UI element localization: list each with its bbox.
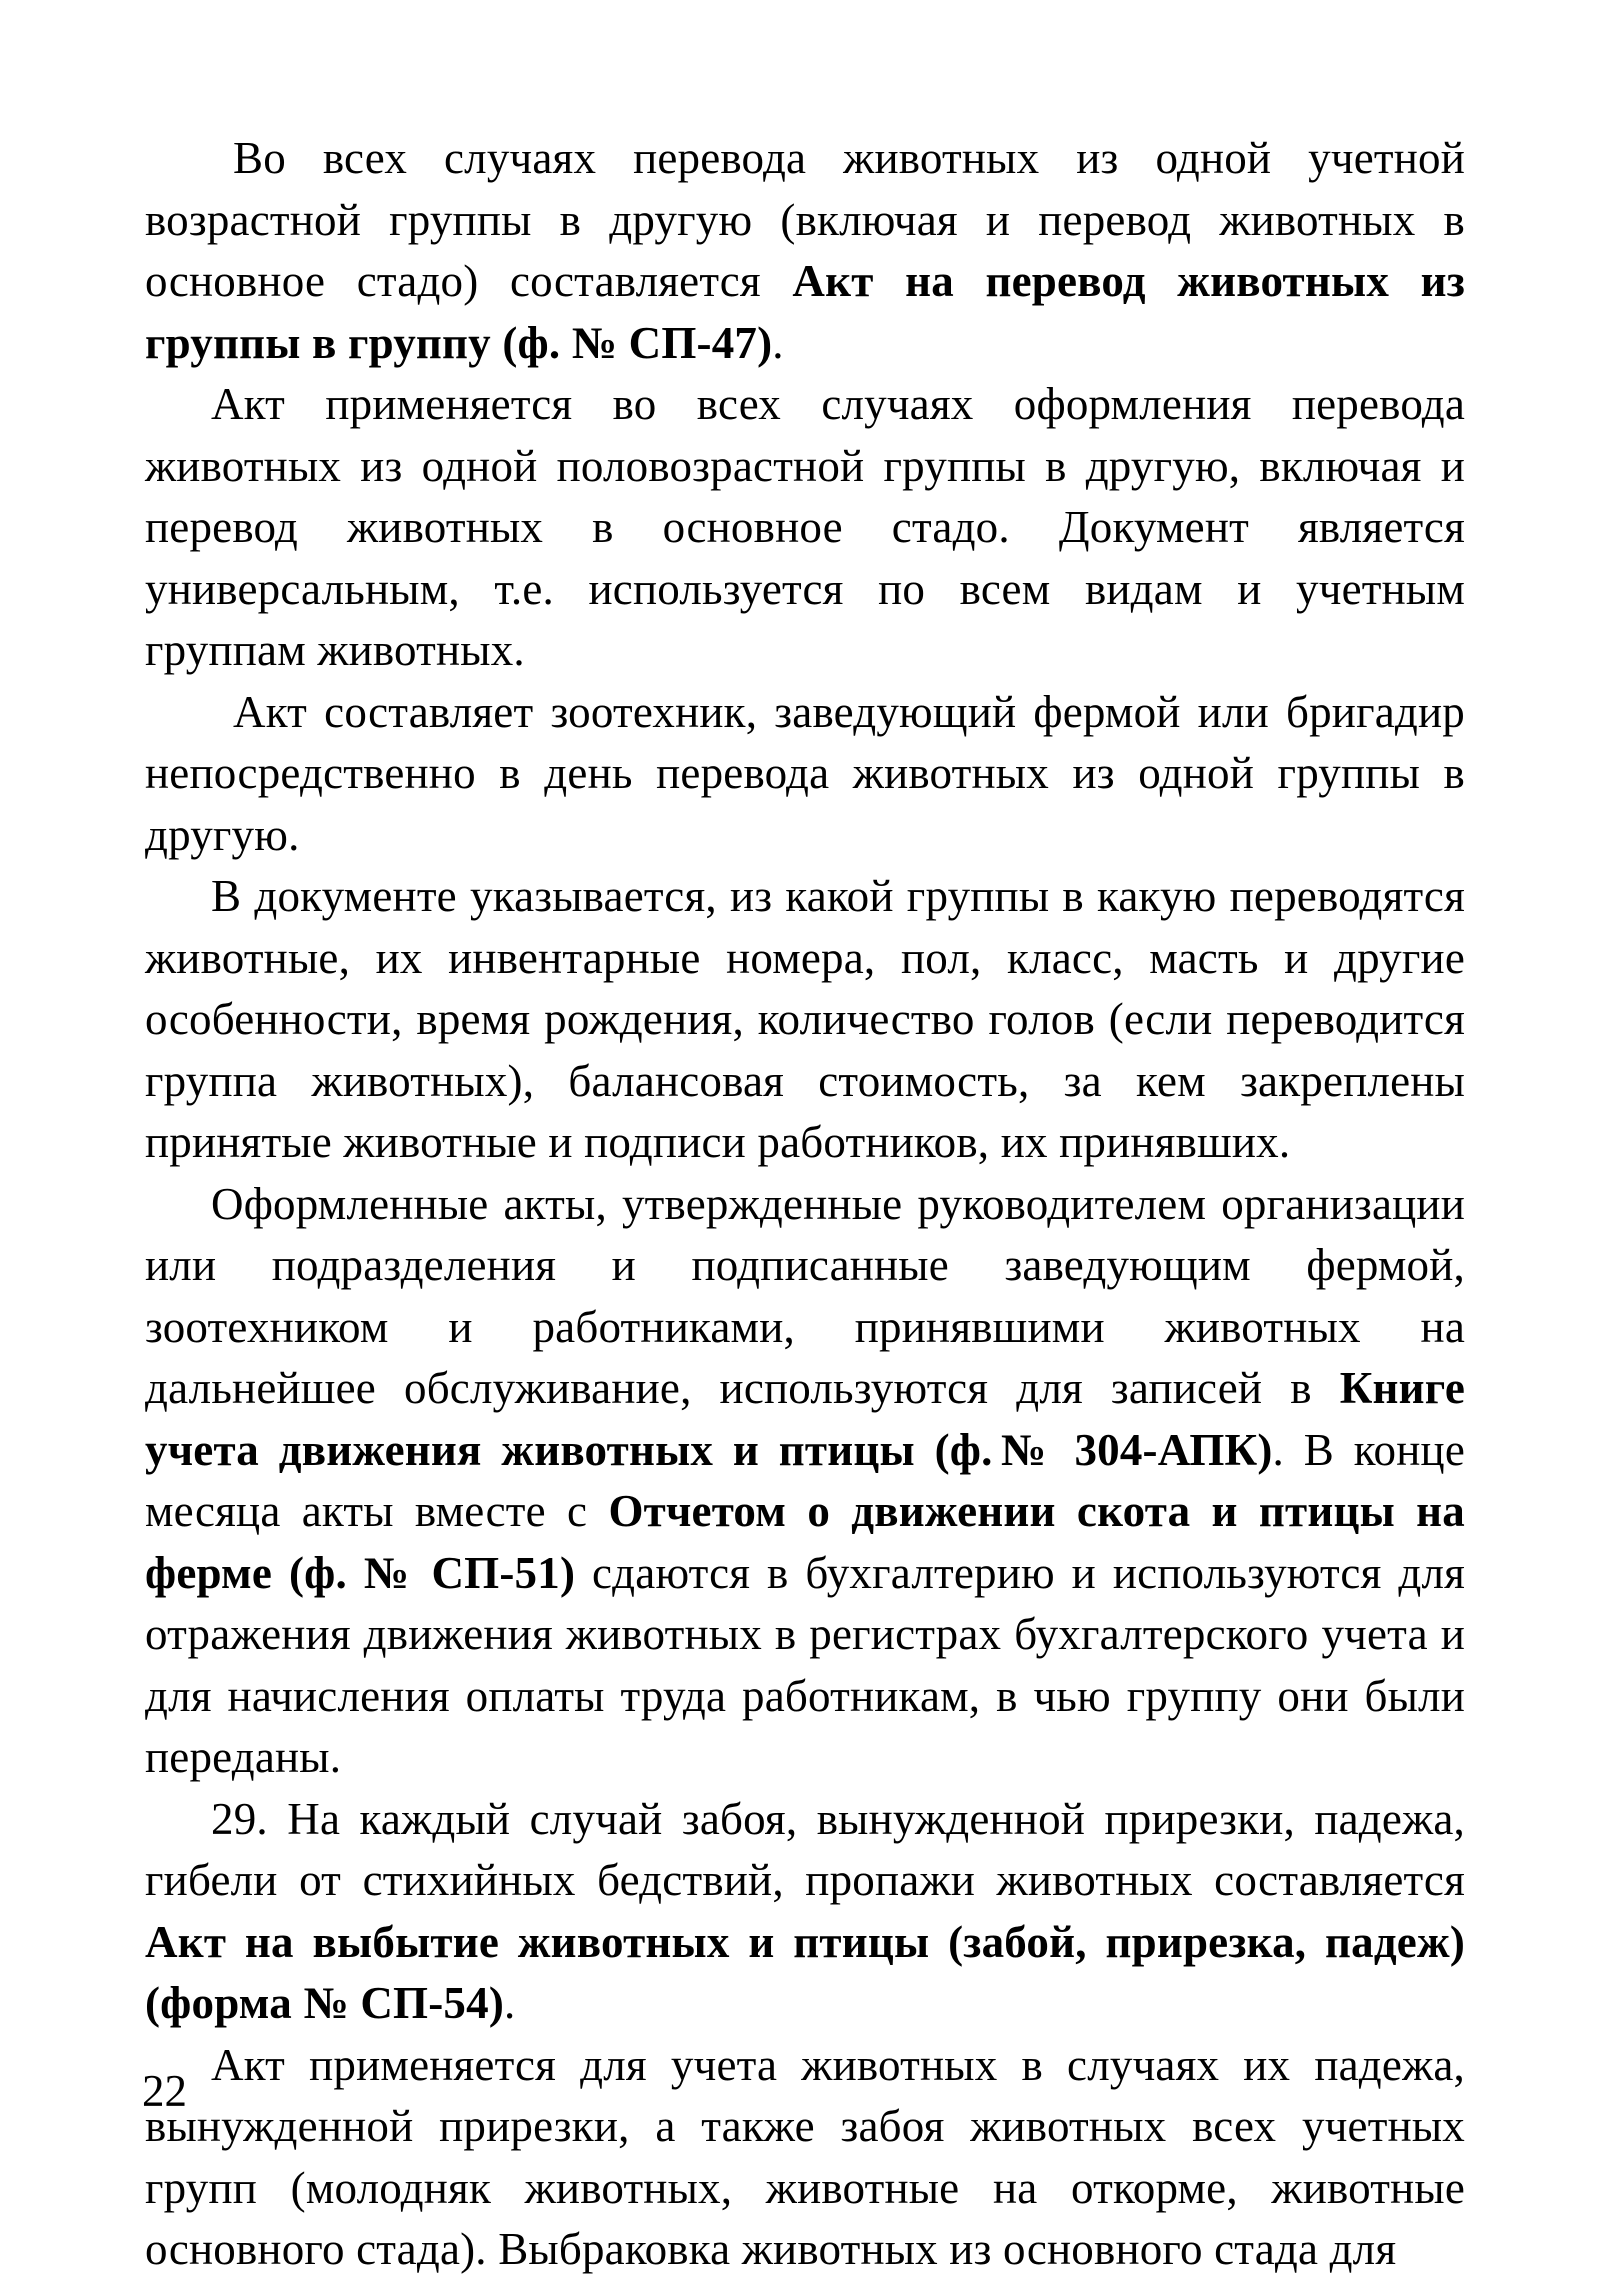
text-run: Оформленные акты, утвержденные руководителем организации или подразделения и подписанные заведующим фермой, зоотехником и работниками, принявшими животных на дальнейшее обслуживание, используются для записей в [145, 1178, 1465, 1413]
page-number: 22 [142, 2066, 187, 2116]
bold-form-title: Акт на перевод животных из группы в группу (ф. № СП-47) [145, 256, 1466, 368]
paragraph-document-contents: В документе указывается, из какой группы в какую переводятся животные, их инвентарные номера, пол, класс, масть и другие особенности, время рождения, количество голов (если переводится группа животных), балансовая стоимость, за кем закреплены принятые животные и подписи работников, их принявших. [145, 871, 1465, 1167]
text-run: . [504, 1978, 516, 2028]
text-run: Во всех случаях перевода животных из одной учетной возрастной группы в другую (включая и перевод животных в основное стадо) составляется [145, 133, 1465, 306]
paragraph-act-usage: Акт применяется во всех случаях оформления перевода животных из одной половозрастной группы в другую, включая и перевод животных в основное стадо. Документ является универсальным, т.е. используется по всем видам и учетным группам животных. [145, 379, 1465, 675]
paragraph-item-29 [145, 1789, 1465, 2035]
text-run: 29. На каждый случай забоя, вынужденной прирезки, падежа, гибели от стихийных бедствий, пропажи животных составляется [145, 1793, 1465, 1905]
text-run: сдаются в бухгалтерию и используются для отражения движения животных в регистрах бухгалтерского учета и для начисления оплаты труда работникам, в чью группу они были переданы. [145, 1547, 1465, 1782]
bold-disposal-act-title: Акт на выбытие животных и птицы (забой, прирезка, падеж) (форма № СП-54) [145, 1916, 1465, 2028]
paragraph-disposal-act-usage: Акт применяется для учета животных в случаях их падежа, вынужденной прирезки, а также забоя животных всех учетных групп (молодняк животных, животные на откорме, животные основного стада). Выбраковка животных из основного стада для [145, 2039, 1465, 2274]
paragraph-act-author: Акт составляет зоотехник, заведующий фермой или бригадир непосредственно в день перевода животных из одной группы в другую. [145, 686, 1465, 860]
paragraph-processed-acts [145, 1174, 1465, 1789]
text-run: . [772, 317, 784, 368]
bold-report-title: Отчетом о движении скота и птицы на ферме (ф. № СП-51) [145, 1486, 1466, 1598]
paragraph-transfer-act-intro [145, 128, 1465, 374]
body-text [145, 128, 1465, 2281]
text-run: . В конце месяца акты вместе с [145, 1424, 1465, 1536]
bold-book-title: Книге учета движения животных и птицы (ф.№ 304-АПК) [145, 1363, 1465, 1475]
